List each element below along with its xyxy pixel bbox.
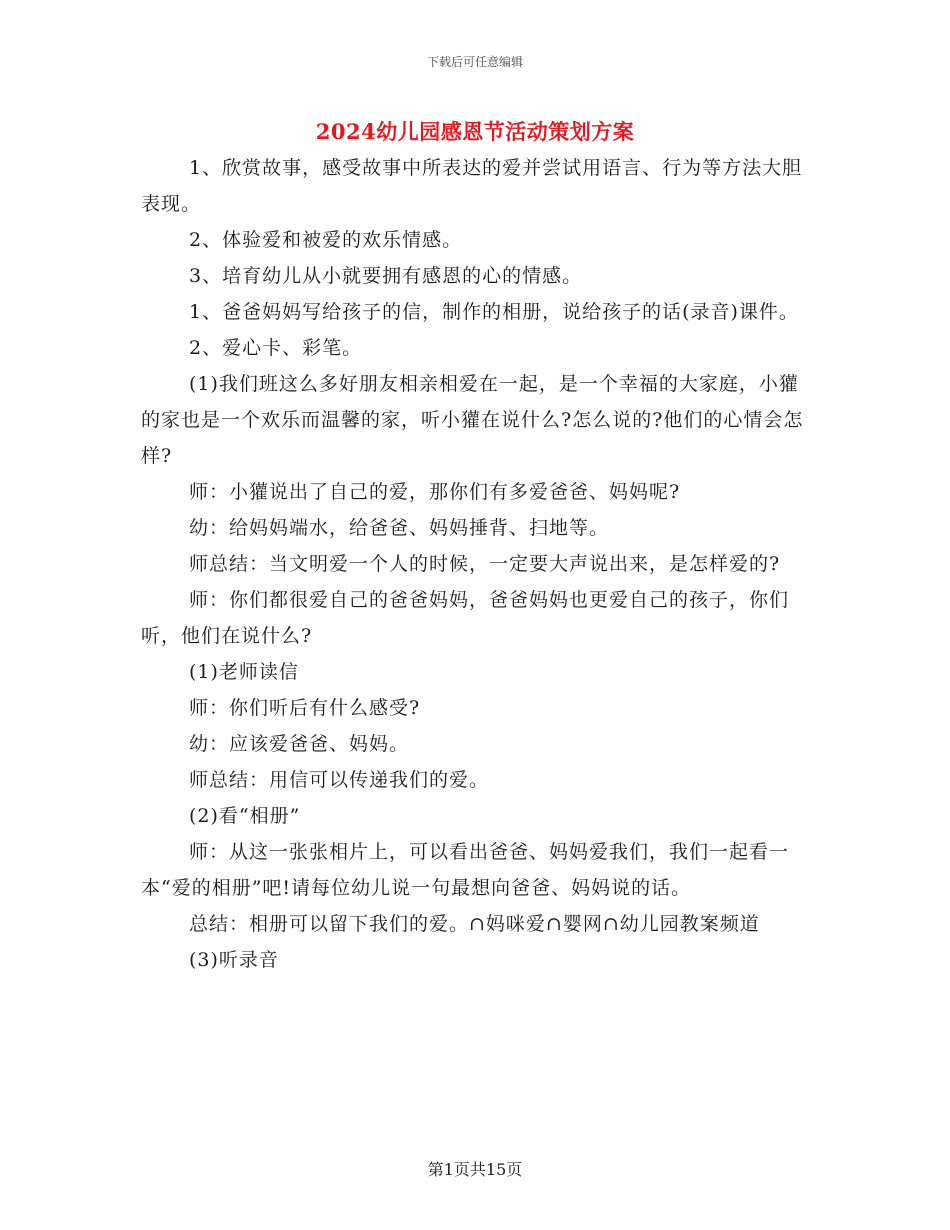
paragraph: 师：你们听后有什么感受?: [189, 697, 421, 719]
paragraph: 幼：应该爱爸爸、妈妈。: [189, 733, 410, 755]
document-title: 2024幼儿园感恩节活动策划方案: [315, 119, 635, 144]
page-number: 第1页共15页: [427, 1160, 523, 1179]
page-header-note: 下载后可任意编辑: [426, 55, 523, 69]
paragraph: 师：小獾说出了自己的爱，那你们有多爱爸爸、妈妈呢?: [189, 481, 681, 503]
paragraph: 3、培育幼儿从小就要拥有感恩的心的情感。: [189, 265, 583, 287]
paragraph: 幼：给妈妈端水，给爸爸、妈妈捶背、扫地等。: [189, 517, 610, 539]
paragraph: (1)我们班这么多好朋友相亲相爱在一起，是一个幸福的大家庭，小獾的家也是一个欢乐而温馨的家，听小獾在说什么?怎么说的?他们的心情会怎样?: [141, 373, 804, 467]
document-body: [141, 150, 813, 978]
paragraph: 师总结：当文明爱一个人的时候，一定要大声说出来，是怎样爱的?: [189, 553, 781, 575]
paragraph: 1、爸爸妈妈写给孩子的信，制作的相册，说给孩子的话(录音)课件。: [189, 301, 799, 323]
paragraph: 师：从这一张张相片上，可以看出爸爸、妈妈爱我们，我们一起看一本“爱的相册”吧!请每位幼儿说一句最想向爸爸、妈妈说的话。: [141, 841, 790, 899]
paragraph: (1)老师读信: [189, 661, 299, 683]
paragraph: 师总结：用信可以传递我们的爱。: [189, 769, 490, 791]
paragraph: (3)听录音: [189, 949, 279, 971]
paragraph: 2、体验爱和被爱的欢乐情感。: [189, 229, 463, 251]
paragraph: (2)看“相册”: [189, 805, 301, 827]
paragraph: 总结：相册可以留下我们的爱。∩妈咪爱∩婴网∩幼儿园教案频道: [189, 913, 760, 935]
paragraph: 2、爱心卡、彩笔。: [189, 337, 363, 359]
paragraph: 师：你们都很爱自己的爸爸妈妈，爸爸妈妈也更爱自己的孩子，你们听，他们在说什么?: [141, 589, 790, 647]
paragraph: 1、欣赏故事，感受故事中所表达的爱并尝试用语言、行为等方法大胆表现。: [141, 157, 803, 215]
